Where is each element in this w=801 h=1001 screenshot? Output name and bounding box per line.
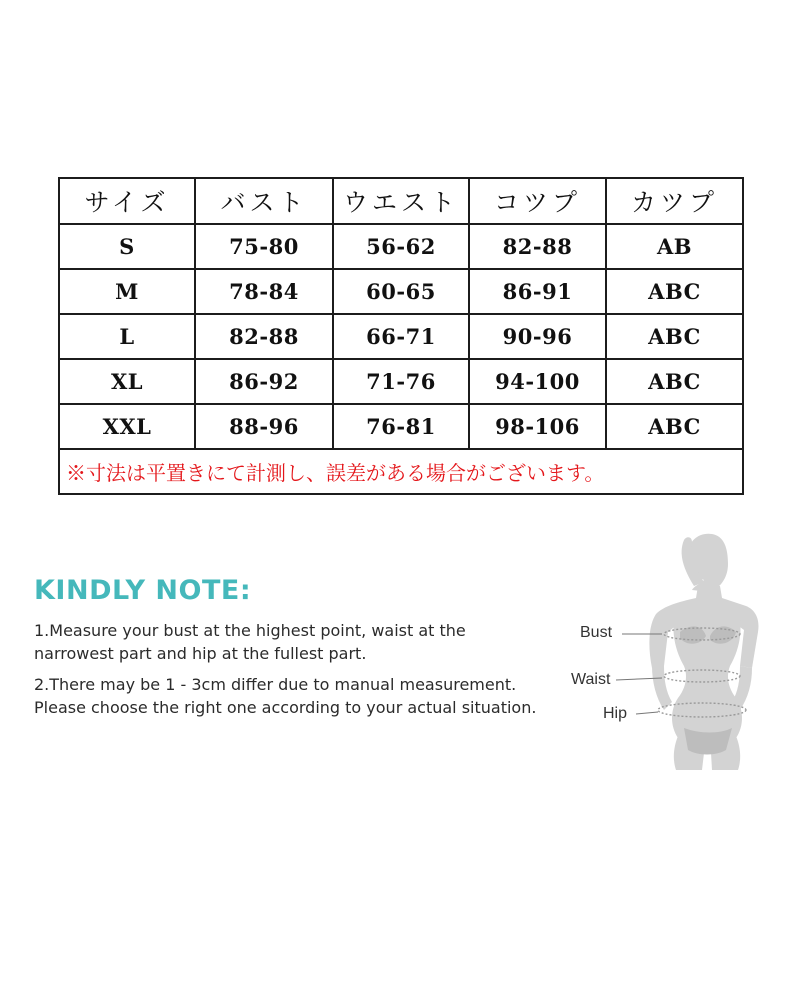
- note-item-1: [34, 619, 466, 665]
- size-table: [58, 177, 744, 495]
- header-cup: カツプ: [606, 178, 743, 224]
- table-row: [59, 269, 743, 314]
- cell-size: XL: [59, 359, 195, 404]
- cell-waist: 71-76: [333, 359, 469, 404]
- cell-waist: 60-65: [333, 269, 469, 314]
- cell-bust: 86-92: [195, 359, 333, 404]
- bust-label: Bust: [580, 624, 613, 641]
- note-item-2: [34, 673, 536, 719]
- cell-hip: 98-106: [469, 404, 606, 449]
- cell-waist: 56-62: [333, 224, 469, 269]
- cell-size: XXL: [59, 404, 195, 449]
- note-item-2-line-2: Please choose the right one according to your actual situation.: [34, 698, 537, 717]
- cell-cup: ABC: [606, 269, 743, 314]
- body-silhouette-icon: [560, 520, 801, 770]
- header-waist: ウエスト: [333, 178, 469, 224]
- waist-label: Waist: [571, 671, 611, 688]
- table-row: [59, 314, 743, 359]
- cell-size: L: [59, 314, 195, 359]
- cell-waist: 76-81: [333, 404, 469, 449]
- cell-size: M: [59, 269, 195, 314]
- hip-label: Hip: [603, 705, 628, 722]
- cell-waist: 66-71: [333, 314, 469, 359]
- cell-cup: ABC: [606, 404, 743, 449]
- cell-cup: AB: [606, 224, 743, 269]
- measurement-error-note: ※寸法は平置きにて計測し、誤差がある場合がございます。: [59, 449, 743, 494]
- cell-size: S: [59, 224, 195, 269]
- header-hip: コツプ: [469, 178, 606, 224]
- table-row: [59, 359, 743, 404]
- table-note-row: [59, 449, 743, 494]
- cell-hip: 90-96: [469, 314, 606, 359]
- note-item-2-line-1: 2.There may be 1 - 3cm differ due to manual measurement.: [34, 675, 517, 694]
- table-row: [59, 404, 743, 449]
- cell-cup: ABC: [606, 359, 743, 404]
- cell-hip: 82-88: [469, 224, 606, 269]
- cell-bust: 82-88: [195, 314, 333, 359]
- kindly-note-title: KINDLY NOTE:: [34, 575, 252, 606]
- cell-bust: 75-80: [195, 224, 333, 269]
- header-size: サイズ: [59, 178, 195, 224]
- cell-hip: 86-91: [469, 269, 606, 314]
- measurement-figure: [560, 520, 801, 770]
- note-item-1-line-1: 1.Measure your bust at the highest point, waist at the: [34, 621, 466, 640]
- table-header-row: [59, 178, 743, 224]
- cell-cup: ABC: [606, 314, 743, 359]
- cell-bust: 88-96: [195, 404, 333, 449]
- cell-hip: 94-100: [469, 359, 606, 404]
- note-item-1-line-2: narrowest part and hip at the fullest part.: [34, 644, 367, 663]
- table-row: [59, 224, 743, 269]
- header-bust: バスト: [195, 178, 333, 224]
- cell-bust: 78-84: [195, 269, 333, 314]
